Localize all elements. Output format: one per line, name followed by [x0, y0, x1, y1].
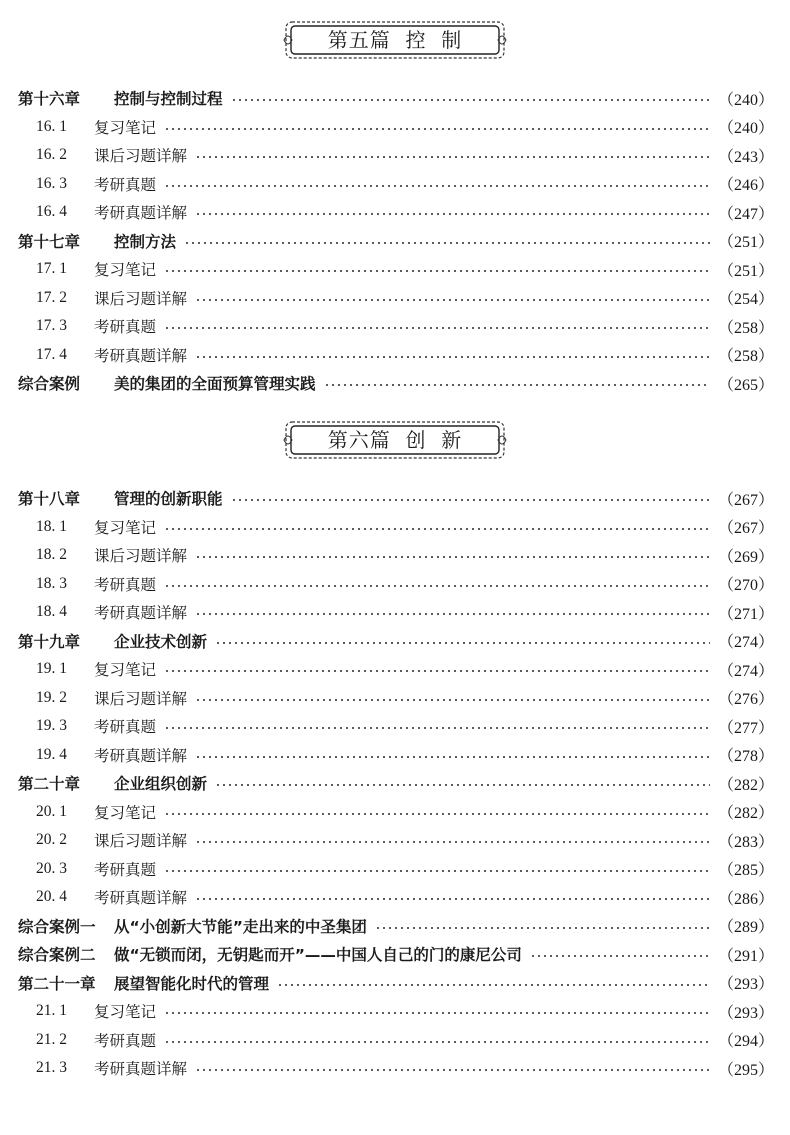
- dot-leader: [164, 670, 710, 672]
- entry-title: 复习笔记: [94, 661, 157, 679]
- section-entry[interactable]: [36, 170, 774, 198]
- section-entry[interactable]: [36, 655, 774, 683]
- page-number: （265）: [717, 376, 774, 394]
- page-number: （278）: [717, 748, 774, 765]
- dot-leader: [164, 270, 710, 272]
- entry-number: 20. 4: [36, 888, 67, 905]
- dot-leader: [164, 327, 710, 329]
- entry-title: 考研真题详解: [94, 604, 188, 622]
- entry-number: 17. 4: [36, 345, 67, 363]
- entry-title: 考研真题详解: [94, 746, 188, 765]
- page-number: （267）: [717, 520, 774, 537]
- entry-title: 课后习题详解: [94, 147, 188, 165]
- entry-title: 控制与控制过程: [114, 90, 223, 108]
- section-entry[interactable]: [36, 541, 774, 569]
- entry-number: 综合案例二: [18, 946, 96, 964]
- page-number: （295）: [717, 1061, 774, 1079]
- page-number: （274）: [717, 634, 774, 651]
- dot-leader: [164, 1041, 710, 1043]
- chapter-entry[interactable]: [18, 627, 774, 655]
- entry-number: 第十九章: [18, 632, 81, 651]
- entry-title: 考研真题详解: [94, 204, 188, 222]
- dot-leader: [164, 727, 710, 729]
- page-number: （291）: [717, 947, 774, 965]
- entry-title: 课后习题详解: [94, 289, 188, 308]
- page-number: （247）: [717, 205, 774, 223]
- entry-number: 第十八章: [18, 490, 81, 508]
- dot-leader: [184, 242, 710, 244]
- dot-leader: [195, 356, 710, 358]
- page-number: （282）: [717, 805, 774, 822]
- entry-title: 复习笔记: [94, 118, 157, 137]
- dot-leader: [164, 1012, 710, 1014]
- entry-title: 企业组织创新: [114, 775, 208, 793]
- page-number: （293）: [717, 1004, 774, 1022]
- page-number: （240）: [717, 91, 774, 109]
- dot-leader: [164, 528, 710, 530]
- chapter-entry[interactable]: [18, 227, 774, 255]
- entry-title: 从“小创新大节能”走出来的中圣集团: [114, 917, 367, 936]
- entry-number: 17. 3: [36, 317, 67, 334]
- entry-number: 18. 3: [36, 574, 67, 592]
- section-entry[interactable]: [36, 883, 774, 911]
- dot-leader: [231, 499, 710, 501]
- page-number: （293）: [717, 976, 774, 993]
- section-entry[interactable]: [36, 570, 774, 598]
- entry-title: 考研真题详解: [94, 346, 188, 365]
- entry-title: 考研真题: [94, 175, 157, 194]
- entry-title: 课后习题详解: [94, 689, 188, 708]
- entry-title: 考研真题: [94, 718, 157, 736]
- entry-number: 21. 2: [36, 1030, 67, 1048]
- page-number: （294）: [717, 1033, 774, 1050]
- dot-leader: [195, 613, 710, 615]
- page-number: （240）: [717, 120, 774, 137]
- entry-title: 企业技术创新: [114, 632, 208, 651]
- dot-leader: [231, 99, 710, 101]
- entry-title: 考研真题详解: [94, 889, 188, 907]
- dot-leader: [164, 128, 710, 130]
- page-number: （251）: [717, 234, 774, 251]
- dot-leader: [195, 299, 710, 301]
- dot-leader: [195, 699, 710, 701]
- section-entry[interactable]: [36, 1054, 774, 1082]
- dot-leader: [164, 185, 710, 187]
- entry-number: 综合案例: [18, 375, 81, 393]
- section-entry[interactable]: [36, 312, 774, 340]
- page-number: （267）: [717, 491, 774, 509]
- section-entry[interactable]: [36, 798, 774, 826]
- section-entry[interactable]: [36, 997, 774, 1025]
- part-header-6: [282, 418, 508, 462]
- page-number: （251）: [717, 262, 774, 280]
- entry-title: 考研真题: [94, 860, 157, 879]
- entry-number: 20. 3: [36, 859, 67, 877]
- entry-number: 第二十章: [18, 775, 81, 793]
- dot-leader: [375, 927, 710, 929]
- entry-number: 第十七章: [18, 232, 81, 251]
- chapter-entry[interactable]: [18, 769, 774, 797]
- entry-number: 19. 2: [36, 688, 67, 706]
- entry-number: 18. 2: [36, 546, 67, 563]
- dot-leader: [195, 756, 710, 758]
- entry-title: 复习笔记: [94, 803, 157, 822]
- page-number: （286）: [717, 890, 774, 908]
- section-entry[interactable]: [36, 826, 774, 854]
- entry-number: 16. 3: [36, 174, 67, 192]
- dot-leader: [195, 841, 710, 843]
- section-entry[interactable]: [36, 712, 774, 740]
- part-title: 第五篇 控 制: [327, 28, 463, 52]
- dot-leader: [195, 556, 710, 558]
- page-number: （270）: [717, 577, 774, 594]
- page-number: （271）: [717, 605, 774, 623]
- entry-title: 课后习题详解: [94, 547, 188, 565]
- page-number: （282）: [717, 776, 774, 794]
- section-entry[interactable]: [36, 684, 774, 712]
- entry-title: 展望智能化时代的管理: [114, 974, 270, 993]
- section-entry[interactable]: [36, 284, 774, 312]
- page-number: （254）: [717, 291, 774, 308]
- entry-number: 21. 3: [36, 1059, 67, 1076]
- entry-number: 19. 3: [36, 717, 67, 734]
- entry-number: 第十六章: [18, 90, 81, 108]
- dot-leader: [530, 955, 710, 957]
- entry-title: 管理的创新职能: [114, 490, 223, 508]
- dot-leader: [164, 870, 710, 872]
- page-number: （285）: [717, 862, 774, 879]
- section-entry[interactable]: [36, 113, 774, 141]
- dot-leader: [195, 213, 710, 215]
- entry-title: 复习笔记: [94, 261, 157, 279]
- entry-number: 16. 1: [36, 117, 67, 135]
- section-entry[interactable]: [36, 341, 774, 369]
- page-number: （269）: [717, 548, 774, 566]
- entry-number: 20. 1: [36, 802, 67, 820]
- entry-number: 16. 2: [36, 146, 67, 163]
- entry-title: 做“无锁而闭，无钥匙而开”——中国人自己的门的康尼公司: [114, 946, 522, 964]
- dot-leader: [215, 642, 710, 644]
- dot-leader: [215, 784, 710, 786]
- entry-number: 20. 2: [36, 831, 67, 848]
- entry-number: 第二十一章: [18, 974, 96, 993]
- page-number: （243）: [717, 148, 774, 166]
- entry-title: 考研真题: [94, 1031, 157, 1050]
- dot-leader: [195, 156, 710, 158]
- entry-title: 复习笔记: [94, 1003, 157, 1021]
- section-entry[interactable]: [36, 513, 774, 541]
- entry-title: 考研真题: [94, 575, 157, 594]
- section-entry[interactable]: [36, 1026, 774, 1054]
- section-entry[interactable]: [36, 255, 774, 283]
- entry-number: 17. 2: [36, 288, 67, 306]
- part-header-5: [282, 18, 508, 62]
- entry-title: 美的集团的全面预算管理实践: [114, 375, 316, 393]
- dot-leader: [324, 384, 710, 386]
- section-entry[interactable]: [36, 198, 774, 226]
- entry-number: 19. 1: [36, 660, 67, 677]
- entry-number: 19. 4: [36, 745, 67, 763]
- section-entry[interactable]: [36, 598, 774, 626]
- part-title: 第六篇 创 新: [327, 428, 463, 452]
- page-number: （289）: [717, 919, 774, 936]
- dot-leader: [195, 898, 710, 900]
- entry-number: 18. 1: [36, 517, 67, 535]
- page-number: （274）: [717, 662, 774, 680]
- case-entry[interactable]: [18, 369, 774, 397]
- entry-title: 课后习题详解: [94, 832, 188, 850]
- page-number: （246）: [717, 177, 774, 194]
- dot-leader: [164, 585, 710, 587]
- entry-number: 21. 1: [36, 1002, 67, 1019]
- page-number: （277）: [717, 719, 774, 737]
- chapter-entry[interactable]: [18, 969, 774, 997]
- entry-title: 控制方法: [114, 232, 177, 251]
- section-entry[interactable]: [36, 141, 774, 169]
- entry-number: 16. 4: [36, 203, 67, 220]
- page-number: （258）: [717, 348, 774, 365]
- dot-leader: [277, 984, 710, 986]
- chapter-entry[interactable]: [18, 84, 774, 112]
- entry-number: 18. 4: [36, 603, 67, 620]
- page-number: （283）: [717, 833, 774, 851]
- entry-number: 综合案例一: [18, 917, 96, 936]
- entry-title: 考研真题详解: [94, 1060, 188, 1078]
- case-entry[interactable]: [18, 912, 774, 940]
- dot-leader: [195, 1069, 710, 1071]
- dot-leader: [164, 813, 710, 815]
- entry-title: 考研真题: [94, 318, 157, 336]
- entry-title: 复习笔记: [94, 518, 157, 537]
- case-entry[interactable]: [18, 940, 774, 968]
- page-number: （258）: [717, 319, 774, 337]
- chapter-entry[interactable]: [18, 484, 774, 512]
- entry-number: 17. 1: [36, 260, 67, 277]
- section-entry[interactable]: [36, 855, 774, 883]
- page-number: （276）: [717, 691, 774, 708]
- section-entry[interactable]: [36, 741, 774, 769]
